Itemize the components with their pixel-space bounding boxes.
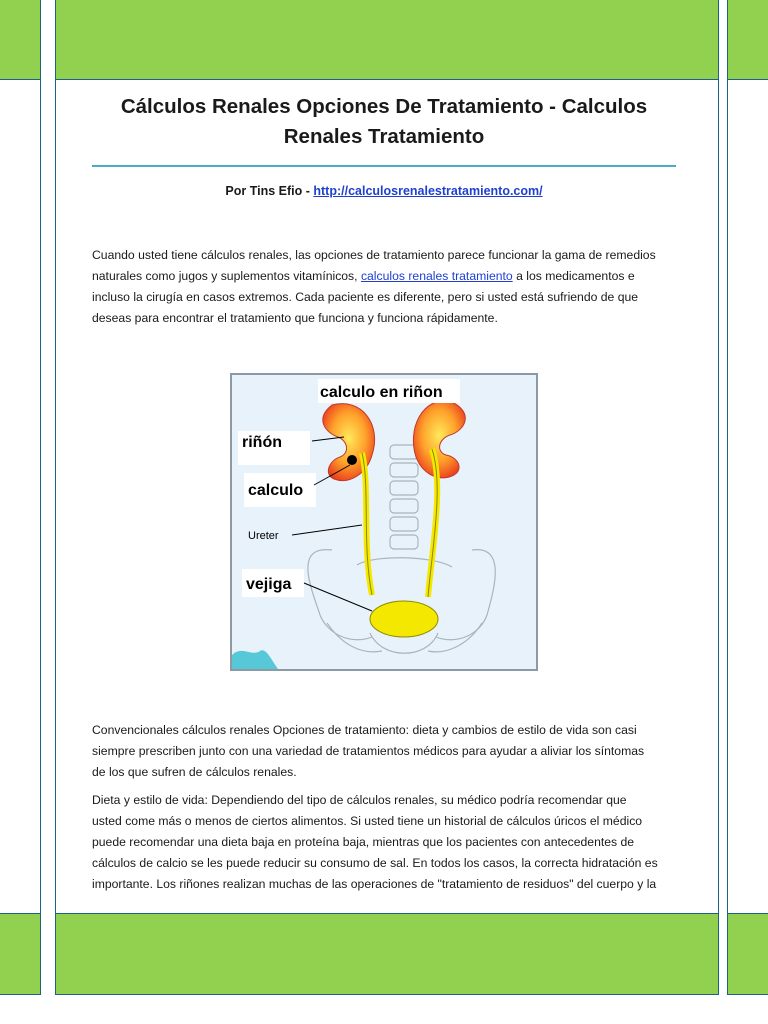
label-ureter: Ureter xyxy=(248,530,279,542)
kidney-diagram xyxy=(230,373,538,671)
text-line: Convencionales cálculos renales Opciones de tratamiento: dieta y cambios de estilo de vida son casi xyxy=(92,723,637,737)
label-bladder: vejiga xyxy=(246,576,292,593)
title-line-2: Renales Tratamiento xyxy=(283,125,485,148)
label-kidney: riñón xyxy=(242,434,282,451)
text-line: puede recomendar una dieta baja en proteína baja, mientras que los pacientes con antecedentes de xyxy=(92,835,635,849)
byline-author: Por Tins Efio - xyxy=(225,184,314,198)
byline-link[interactable]: http://calculosrenalestratamiento.com/ xyxy=(313,184,543,198)
text-line: importante. Los riñones realizan muchas de las operaciones de "tratamiento de residuos" del cuerpo y la xyxy=(92,877,657,891)
text-line: de los que sufren de cálculos renales. xyxy=(92,765,297,779)
frame-line xyxy=(727,80,728,913)
text-line: siempre prescriben junto con una variedad de tratamientos médicos para ayudar a aliviar los síntomas xyxy=(92,744,645,758)
frame-line xyxy=(55,80,56,913)
stone-marker xyxy=(347,455,357,465)
figure-title: calculo en riñon xyxy=(320,384,443,401)
header-band xyxy=(55,0,719,80)
label-stone: calculo xyxy=(248,482,304,499)
byline xyxy=(92,184,676,198)
text-run: naturales como jugos y suplementos vitamínicos, xyxy=(92,269,361,283)
kidney-diagram-svg xyxy=(232,375,536,669)
bladder xyxy=(370,601,438,637)
text-run: a los medicamentos e xyxy=(512,269,635,283)
text-line: deseas para encontrar el tratamiento que funciona y funciona rápidamente. xyxy=(92,311,498,325)
inline-link[interactable]: calculos renales tratamiento xyxy=(360,269,513,283)
text-line: incluso la cirugía en casos extremos. Cada paciente es diferente, pero si usted está sufriendo de que xyxy=(92,290,639,304)
text-line: Dieta y estilo de vida: Dependiendo del tipo de cálculos renales, su médico podría recomendar que xyxy=(92,793,627,807)
footer-band-left xyxy=(0,913,41,995)
frame-line xyxy=(40,80,41,913)
ureter-left xyxy=(362,453,372,595)
footer-band xyxy=(55,913,719,995)
header-band-left xyxy=(0,0,41,80)
title-divider xyxy=(92,165,676,167)
page-title xyxy=(92,92,676,152)
paragraph-intro xyxy=(92,245,676,329)
text-line: Cuando usted tiene cálculos renales, las opciones de tratamiento parece funcionar la gama de remedios xyxy=(92,248,656,262)
frame-line xyxy=(718,80,719,913)
title-line-1: Cálculos Renales Opciones De Tratamiento - Calculos xyxy=(120,95,648,118)
text-line: usted come más o menos de ciertos alimentos. Si usted tiene un historial de cálculos úricos el médico xyxy=(92,814,643,828)
text-line: cálculos de calcio se les puede reducir su consumo de sal. En todos los casos, la correcta hidratación es xyxy=(92,856,658,870)
text-line xyxy=(92,266,676,287)
header-band-right xyxy=(727,0,768,80)
kidney-right xyxy=(413,401,465,478)
paragraph-conventional xyxy=(92,720,676,783)
decoration xyxy=(232,650,278,669)
paragraph-diet xyxy=(92,790,676,895)
footer-band-right xyxy=(727,913,768,995)
